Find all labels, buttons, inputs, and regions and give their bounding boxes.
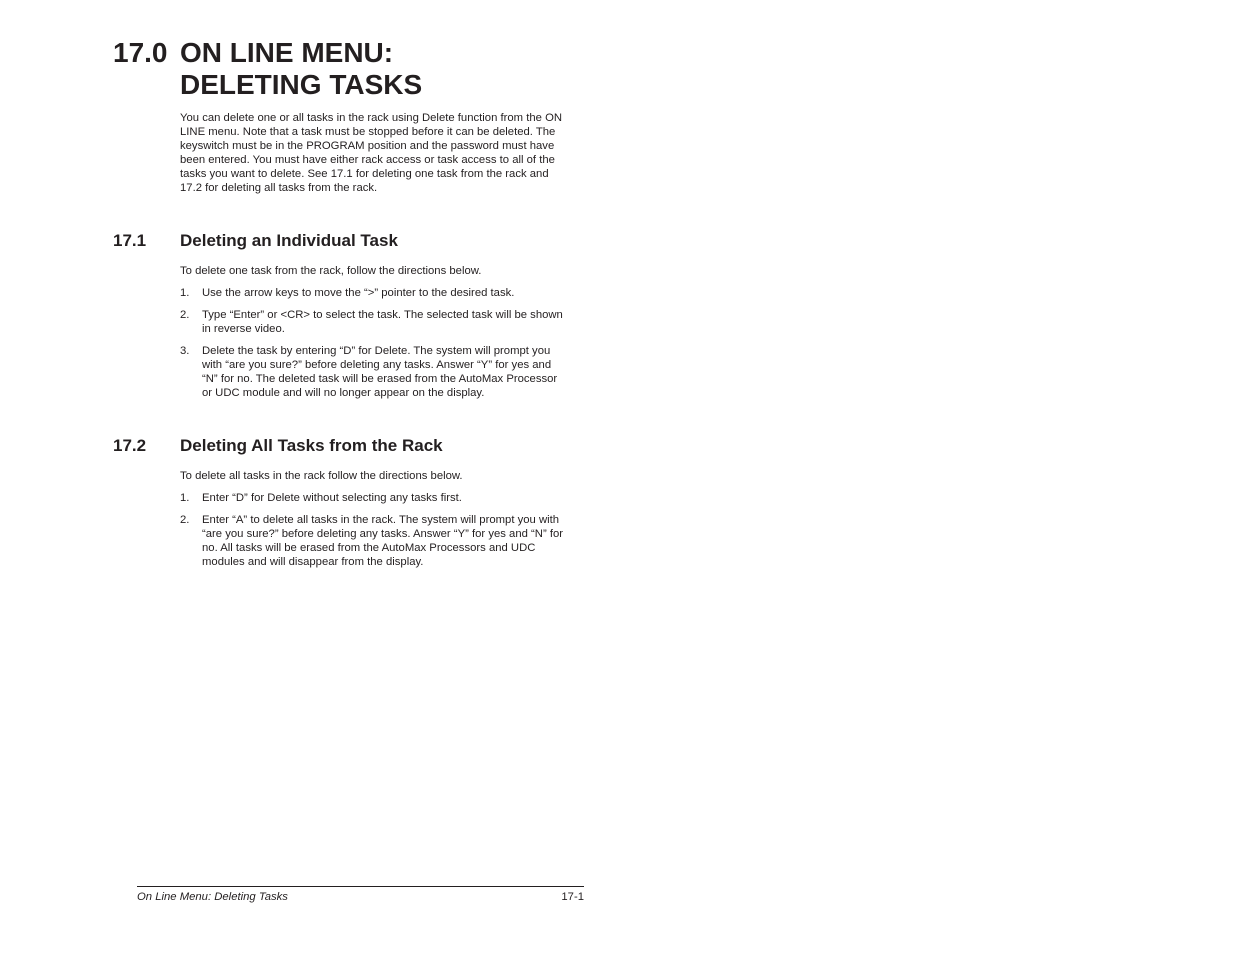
section-2-title: Deleting All Tasks from the Rack [180, 436, 443, 455]
footer-page-number: 17-1 [561, 891, 584, 903]
chapter-title-line-1: ON LINE MENU: [180, 37, 394, 68]
list-item [180, 308, 568, 336]
step-number: 1. [180, 287, 190, 299]
section-2-number: 17.2 [113, 436, 147, 455]
step-text: Enter “A” to delete all tasks in the rack. The system will prompt you with “are you sure?” before deleting any tasks. Answer “Y” for yes and “N” for no. All tasks will be erased from the AutoMax Processors and UDC modules and will disappear from the display. [202, 514, 564, 568]
step-number: 2. [180, 514, 190, 526]
step-text: Use the arrow keys to move the “>” pointer to the desired task. [202, 287, 515, 299]
section-1-steps [180, 286, 568, 400]
step-text: Enter “D” for Delete without selecting any tasks first. [202, 492, 462, 504]
step-number: 2. [180, 309, 190, 321]
step-text: Type “Enter” or <CR> to select the task. The selected task will be shown in reverse video. [202, 309, 563, 335]
chapter-title-line-2: DELETING TASKS [180, 69, 423, 100]
section-1-body [180, 264, 568, 408]
section-1-number: 17.1 [113, 231, 147, 250]
section-2-steps [180, 491, 568, 569]
list-item [180, 344, 568, 400]
section-1-title: Deleting an Individual Task [180, 231, 398, 250]
step-number: 3. [180, 345, 190, 357]
chapter-number: 17.0 [113, 37, 168, 68]
section-2-lead: To delete all tasks in the rack follow the directions below. [180, 470, 463, 482]
footer-chapter-title: On Line Menu: Deleting Tasks [137, 891, 288, 903]
footer-divider [137, 886, 584, 887]
chapter-title [180, 37, 600, 101]
step-number: 1. [180, 492, 190, 504]
section-2-body [180, 469, 568, 577]
chapter-intro-paragraph: You can delete one or all tasks in the rack using Delete function from the ON LINE menu. Note that a task must be stopped before it can be deleted. The keyswitch must be in the PROGRAM position and the password must have been entered. You must have either rack access or task access to all of the tasks you want to delete. See 17.1 for deleting one task from the rack and 17.2 for deleting all tasks from the rack. [180, 112, 563, 194]
list-item [180, 513, 568, 569]
step-text: Delete the task by entering “D” for Delete. The system will prompt you with “are you sure?” before deleting any tasks. Answer “Y” for yes and “N” for no. The deleted task will be erased from the AutoMax Processor or UDC module and will no longer appear on the display. [202, 345, 558, 399]
section-1-lead: To delete one task from the rack, follow the directions below. [180, 265, 482, 277]
list-item [180, 286, 568, 300]
list-item [180, 491, 568, 505]
